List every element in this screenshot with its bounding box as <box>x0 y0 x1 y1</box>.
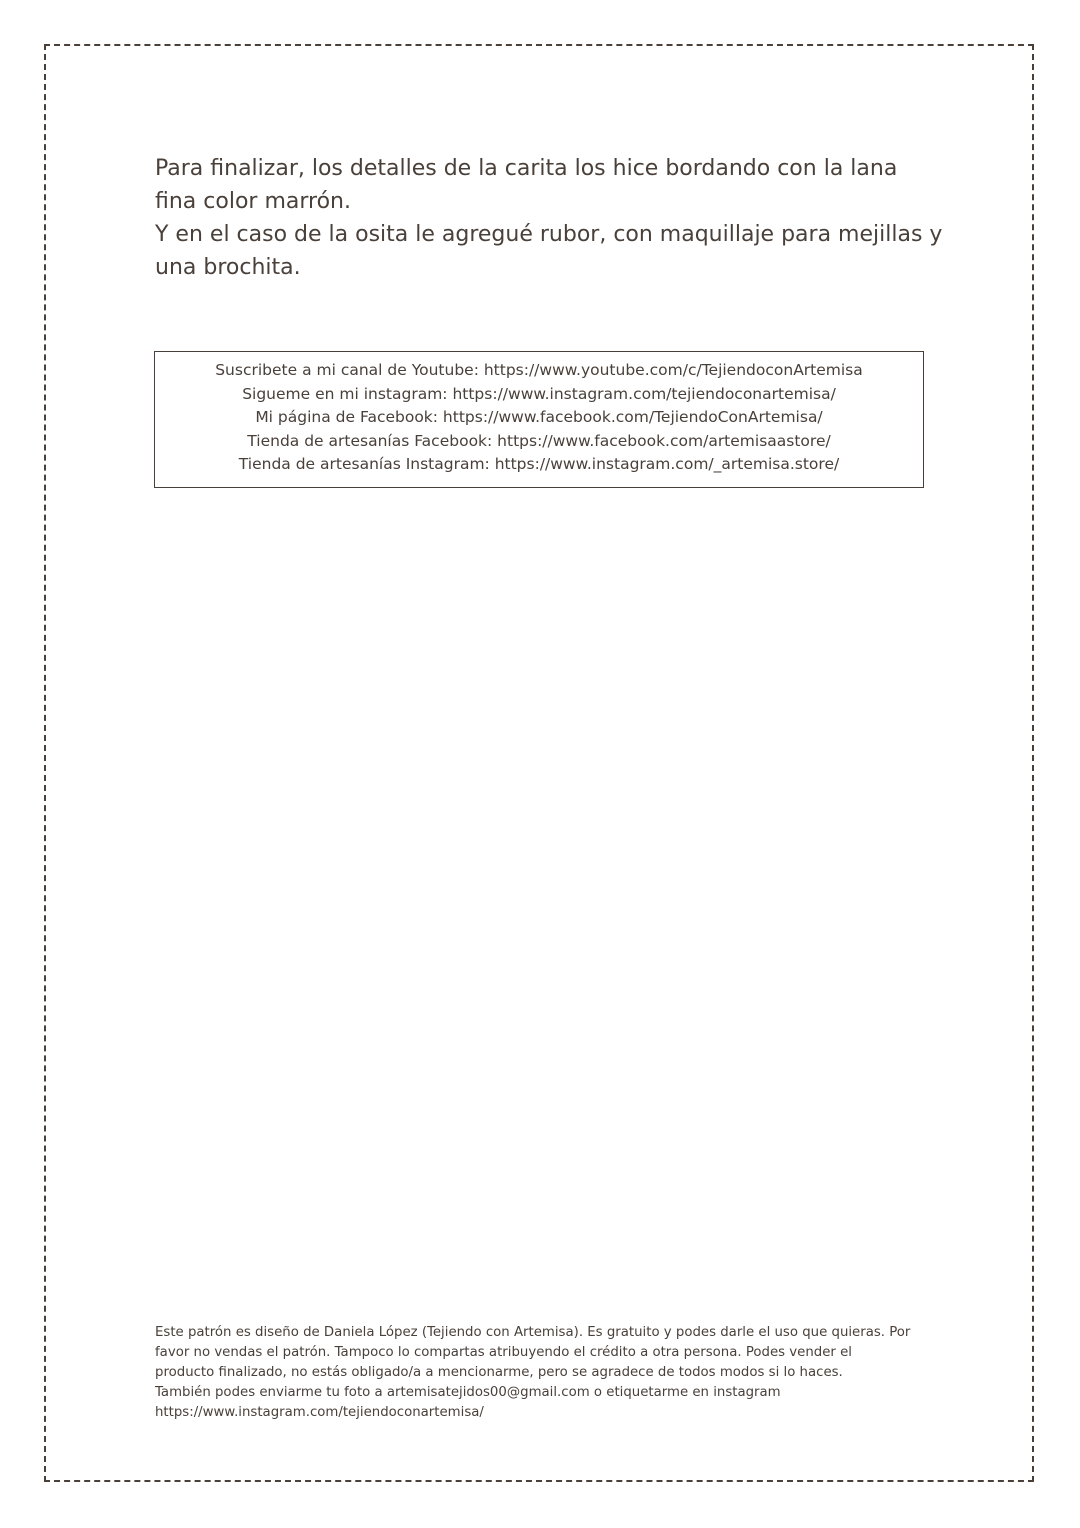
link-instagram[interactable]: Sigueme en mi instagram: https://www.instagram.com/tejiendoconartemisa/ <box>242 384 836 403</box>
footer-note <box>155 1323 915 1423</box>
intro-paragraph-2: Y en el caso de la osita le agregué rubor, con maquillaje para mejillas y una brochita. <box>155 222 943 280</box>
link-store-instagram[interactable]: Tienda de artesanías Instagram: https://www.instagram.com/_artemisa.store/ <box>238 455 840 473</box>
link-facebook[interactable]: Mi página de Facebook: https://www.facebook.com/TejiendoConArtemisa/ <box>255 408 823 426</box>
footer-disclaimer: Este patrón es diseño de Daniela López (Tejiendo con Artemisa). Es gratuito y podes darle el uso que quieras. Por favor no vendas el patrón. Tampoco lo compartas atribuyendo el crédito a otra persona. Podes vender el producto finalizado, no estás obligado/a a mencionarme, pero se agradece de todos modos si lo haces. <box>155 1325 911 1380</box>
intro-paragraph-1: Para finalizar, los detalles de la carita los hice bordando con la lana fina color marrón. <box>155 156 898 214</box>
footer-contact: También podes enviarme tu foto a artemisatejidos00@gmail.com o etiquetarme en instagram <box>155 1385 781 1400</box>
intro-text <box>155 152 945 284</box>
footer-contact-url[interactable]: https://www.instagram.com/tejiendoconartemisa/ <box>155 1405 484 1420</box>
social-links-box <box>154 351 924 488</box>
link-youtube[interactable]: Suscribete a mi canal de Youtube: https://www.youtube.com/c/TejiendoconArtemisa <box>215 361 863 379</box>
link-store-facebook[interactable]: Tienda de artesanías Facebook: https://www.facebook.com/artemisaastore/ <box>247 431 831 450</box>
